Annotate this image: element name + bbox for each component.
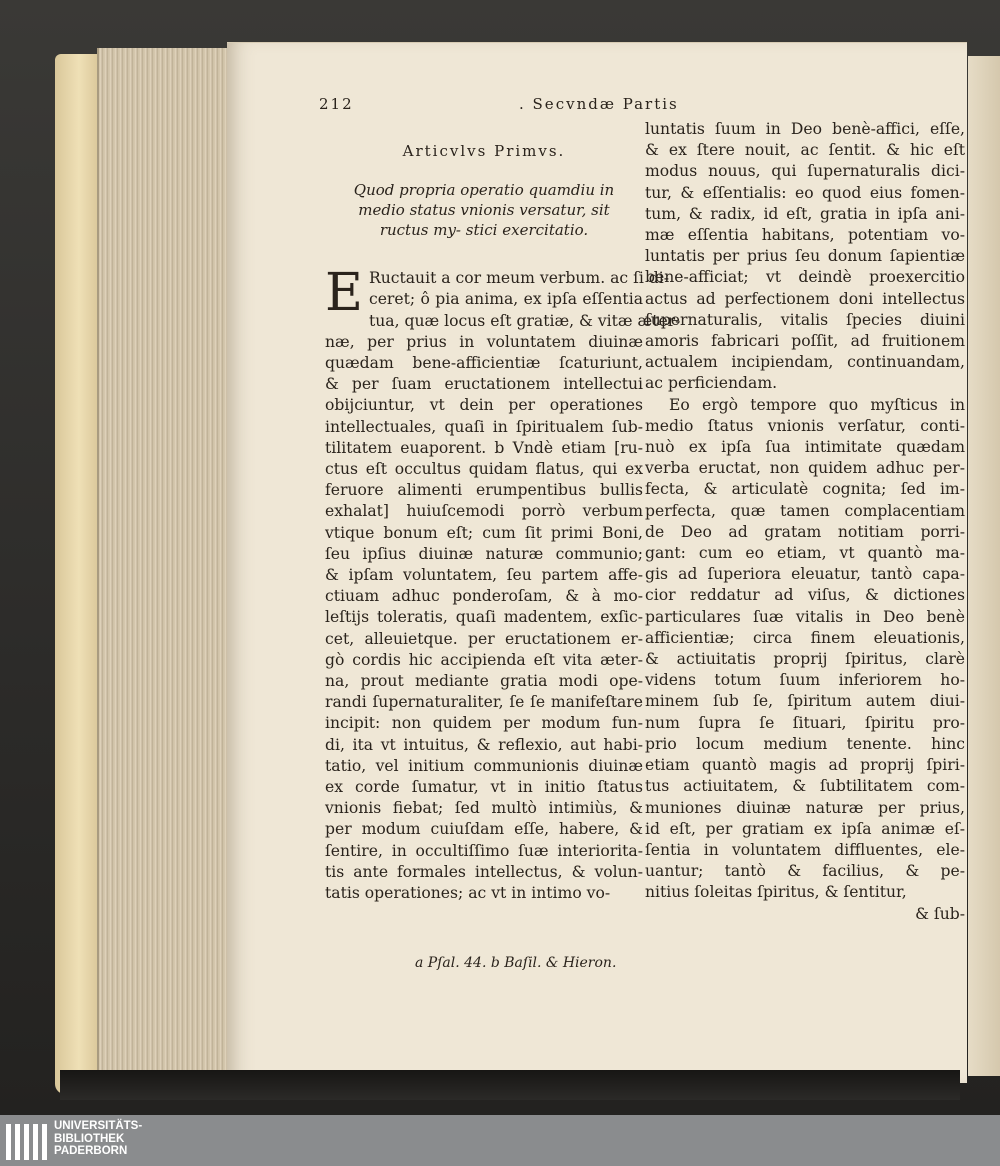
text-line: ſupernaturalis, vitalis ſpecies diuini [645,310,965,329]
text-line: tilitatem euaporent. b Vndè etiam [ru- [325,438,643,457]
text-line: tur, & eſſentialis: eo quod eius fomen- [645,183,965,202]
text-line: verba eructat, non quidem adhuc per- [645,459,965,478]
text-line: incipit: non quidem per modum fun- [325,714,643,733]
library-name [54,1120,142,1158]
text-line: ctiuam adhuc ponderoſam, & à mo- [325,587,643,606]
article-heading: Articvlvs Primvs. [402,142,566,160]
text-line: & ex ſtere nouit, ac ſentit. & hic eſt [645,141,965,160]
text-line: cet, alleuietque. per eructationem er- [325,629,643,648]
left-column-text [325,263,681,904]
text-line: ſentire, in occultiſſimo ſuæ interiorita- [325,841,643,860]
text-line: cior reddatur ad viſus, & dictiones [645,586,965,605]
text-line: de Deo ad gratam notitiam porri- [645,522,965,541]
text-line: fecta, & articulatè cognita; ſed im- [645,480,965,499]
catchword: & ſub- [915,904,965,923]
right-column-para-1 [645,119,965,395]
text-line: gò cordis hic accipienda eſt vita æter- [325,650,643,669]
library-name-line-3: PADERBORN [54,1145,128,1157]
text-line: vtique bonum eſt; cum ſit primi Boni, [325,523,643,542]
text-line: quædam bene-afficientiæ ſcaturiunt, [325,354,643,373]
book-page [227,42,967,1083]
text-line: tua, quæ locus eſt gratiæ, & vitæ æter- [368,311,681,330]
text-line: ac perficiendam. [645,374,778,393]
text-line: modus nouus, qui ſupernaturalis dici- [645,162,965,181]
library-name-line-2: BIBLIOTHEK [54,1132,125,1145]
article-subtitle: Quod propria operatio quamdiu in medio status vnionis versatur, sit ructus my- stici exercitatio. [353,181,615,240]
text-line: etiam quantò magis ad proprij ſpiri- [645,756,965,775]
running-title: . Secvndæ Partis [519,95,679,113]
left-column [325,142,681,904]
text-line: & per ſuam eructationem intellectui [325,375,643,394]
text-line: amoris fabricari poſſit, ad fruitionem [645,332,965,351]
text-line: mæ eſſentia habitans, potentiam vo- [645,226,965,245]
text-line: vnionis fiebat; ſed multò intimiùs, & [325,799,643,818]
text-line: afficientiæ; circa finem eleuationis, [645,628,965,647]
text-line: leſtijs toleratis, quaſi madentem, exſic- [325,608,643,627]
book-bottom-shadow [60,1070,960,1100]
text-line: nitius ſoleitas ſpiritus, & ſentitur, [645,883,907,902]
facing-page-edge [968,56,1000,1076]
text-line: intellectuales, quaſi in ſpiritualem ſub- [325,417,643,436]
library-name-line-1: UNIVERSITÄTS- [54,1120,143,1132]
text-line: ſeu ipſius diuinæ naturæ communio; [325,544,643,563]
text-line: randi ſupernaturaliter, ſe ſe manifeſtare [325,693,643,712]
text-line: tis ante formales intellectus, & volun- [325,862,643,881]
text-line: videns totum ſuum inferiorem ho- [645,671,965,690]
text-line: tatio, vel initium communionis diuinæ [325,756,643,775]
text-line: num ſupra ſe ſituari, ſpiritu pro- [645,713,965,732]
text-line: næ, per prius in voluntatem diuinæ [325,332,643,351]
text-line: tum, & radix, id eſt, gratia in ipſa ani- [645,204,965,223]
text-line: prio locum medium tenente. hinc [645,734,965,753]
text-line: ctus eſt occultus quidam flatus, qui ex [325,460,643,479]
library-footer-bar [0,1115,1000,1166]
text-line: & actiuitatis proprij ſpiritus, clarè [645,650,965,669]
right-column-para-2 [645,395,965,904]
text-line: & ipſam voluntatem, ſeu partem affe- [325,566,643,585]
text-line: ex corde ſumatur, vt in initio ſtatus [325,778,643,797]
text-line: actualem incipiendam, continuandam, [645,353,965,372]
page-header [319,95,919,121]
text-line: Ructauit a cor meum verbum. ac ſi di- [368,269,670,288]
text-line: feruore alimenti erumpentibus bullis [325,481,643,500]
text-line: luntatis ſuum in Deo benè-affici, eſſe, [645,120,965,138]
text-line: na, prout mediante gratia modi ope- [325,672,643,691]
book [55,42,970,1090]
text-line: medio ſtatus vnionis verſatur, conti- [645,416,965,435]
text-line: gis ad ſuperiora eleuatur, tantò capa- [645,565,965,584]
text-line: exhalat] huiuſcemodi porrò verbum [325,502,643,521]
text-line: tatis operationes; ac vt in intimo vo- [325,884,611,903]
library-logo-icon [4,1118,49,1163]
text-line: uantur; tantò & facilius, & pe- [645,862,965,881]
text-line: obijciuntur, vt dein per operationes [325,396,643,415]
text-line: gant: cum eo etiam, vt quantò ma- [645,544,965,563]
page-stack-edge [97,48,234,1084]
text-line: muniones diuinæ naturæ per prius, [645,798,965,817]
text-line: nuò ex ipſa ſua intimitate quædam [645,438,965,457]
text-line: per modum cuiuſdam eſſe, habere, & [325,820,643,839]
text-line: actus ad perfectionem doni intellectus [645,289,965,308]
text-line: particulares ſuæ vitalis in Deo benè [645,607,965,626]
text-line: ceret; ô pia anima, ex ipſa eſſentia [368,290,643,309]
page-number: 212 [319,95,354,113]
text-line: Eo ergò tempore quo myſticus in [669,395,965,414]
drop-cap: E [325,263,363,324]
text-line: luntatis per prius ſeu donum ſapientiæ [645,247,965,266]
right-column [645,119,965,925]
text-line: perfecta, quæ tamen complacentiam [645,501,965,520]
footnote: a Pſal. 44. b Baſil. & Hieron. [415,955,617,971]
text-line: ſentia in voluntatem diffluentes, ele- [645,840,965,859]
text-line: bene-afficiat; vt deindè proexercitio [645,268,965,287]
text-line: di, ita vt intuitus, & reflexio, aut habi- [325,735,643,754]
text-line: minem ſub ſe, ſpiritum autem diui- [645,692,965,711]
text-line: id eſt, per gratiam ex ipſa animæ eſ- [645,819,965,838]
text-line: tus actiuitatem, & ſubtilitatem com- [645,777,965,796]
